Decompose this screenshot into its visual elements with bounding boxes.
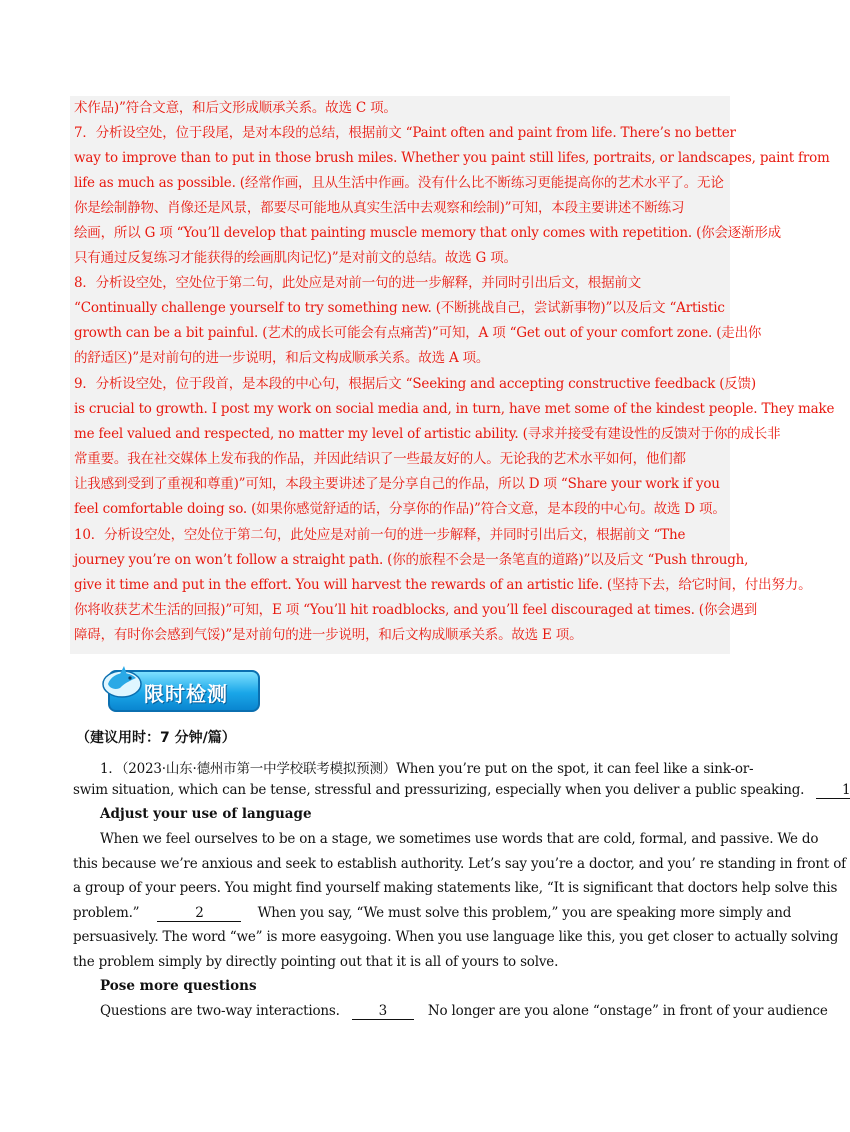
paragraph-1-line4-start: problem.”: [73, 905, 140, 921]
answer-line: 障碍，有时你会感到气馁)”是对前句的进一步说明，和后文构成顺承关系。故选 E 项。: [74, 627, 583, 643]
answer-line: 让我感到受到了重视和尊重)”可知，本段主要讲述了是分享自己的作品，所以 D 项 “Share your work if you: [74, 476, 720, 492]
section-heading-2: Pose more questions: [100, 978, 257, 994]
answer-line: 的舒适区)”是对前句的进一步说明，和后文构成顺承关系。故选 A 项。: [74, 350, 490, 366]
question-1-text: swim situation, which can be tense, stressful and pressurizing, especially when you deliver a public speaking.: [73, 782, 805, 798]
paragraph-1-line4: [73, 905, 791, 922]
answer-line: journey you’re on won’t follow a straight path. (你的旅程不会是一条笔直的道路)”以及后文 “Push through,: [74, 552, 749, 568]
answer-line: 10．分析设空处，空处位于第二句，此处应是对前一句的进一步解释，并同时引出后文，根据前文 “The: [74, 527, 686, 543]
blank-2: 2: [157, 906, 241, 922]
paragraph-1-line4-end: When you say, “We must solve this problem,” you are speaking more simply and: [257, 905, 792, 921]
paragraph-1-line3: a group of your peers. You might find yourself making statements like, “It is significant that doctors help solve this: [73, 880, 838, 896]
answer-line: life as much as possible. (经常作画，且从生活中作画。没有什么比不断练习更能提高你的艺术水平了。无论: [74, 175, 724, 191]
question-1-intro: 1．（2023·山东·德州市第一中学校联考模拟预测）When you’re put on the spot, it can feel like a sink-or-: [100, 761, 754, 777]
answer-line: way to improve than to put in those brush miles. Whether you paint still lifes, portraits, or landscapes, paint from: [74, 150, 830, 166]
paragraph-1-line5: persuasively. The word “we” is more easygoing. When you use language like this, you get closer to actually solving: [73, 929, 839, 945]
answer-line: 绘画，所以 G 项 “You’ll develop that painting muscle memory that only comes with repetition. (你会逐渐形成: [74, 225, 781, 241]
paragraph-1-line6: the problem simply by directly pointing out that it is all of yours to solve.: [73, 954, 559, 970]
answer-line: 9．分析设空处，位于段首，是本段的中心句，根据后文 “Seeking and accepting constructive feedback (反馈): [74, 376, 756, 392]
badge-label: 限时检测: [144, 682, 228, 706]
answer-line: 术作品)”符合文意，和后文形成顺承关系。故选 C 项。: [74, 100, 397, 116]
paragraph-1-line2: this because we’re anxious and seek to establish authority. Let’s say you’re a doctor, and you’ re standing in front of: [73, 856, 846, 872]
paragraph-2-line1-start: Questions are two-way interactions.: [100, 1003, 340, 1019]
time-hint: （建议用时：7 分钟/篇）: [76, 730, 236, 746]
paragraph-1-line1: When we feel ourselves to be on a stage, we sometimes use words that are cold, formal, and passive. We do: [100, 831, 819, 847]
answer-line: 你将收获艺术生活的回报)”可知，E 项 “You’ll hit roadblocks, and you’ll feel discouraged at times. (你会遇到: [74, 602, 758, 618]
paragraph-2-line1-end: No longer are you alone “onstage” in front of your audience: [427, 1003, 828, 1019]
blank-1: 1: [816, 783, 850, 799]
section-heading-1: Adjust your use of language: [100, 806, 312, 822]
answer-line: 只有通过反复练习才能获得的绘画肌肉记忆)”是对前文的总结。故选 G 项。: [74, 250, 517, 266]
answer-line: “Continually challenge yourself to try something new. (不断挑战自己，尝试新事物)”以及后文 “Artistic: [74, 300, 725, 316]
answer-line: me feel valued and respected, no matter my level of artistic ability. (寻求并接受有建设性的反馈对于你的成长非: [74, 426, 781, 442]
answer-line: 7．分析设空处，位于段尾，是对本段的总结，根据前文 “Paint often and paint from life. There’s no better: [74, 125, 736, 141]
blank-3: 3: [352, 1004, 414, 1020]
dolphin-icon: [100, 662, 144, 700]
answer-line: is crucial to growth. I post my work on social media and, in turn, have met some of the kindest people. They make: [74, 401, 835, 417]
answer-line: feel comfortable doing so. (如果你感觉舒适的话，分享你的作品)”符合文意，是本段的中心句。故选 D 项。: [74, 501, 726, 517]
paragraph-2-line1: [100, 1003, 828, 1020]
section-badge: [100, 666, 264, 718]
answer-line: 常重要。我在社交媒体上发布我的作品，并因此结识了一些最友好的人。无论我的艺术水平如何，他们都: [74, 451, 686, 467]
answer-line: growth can be a bit painful. (艺术的成长可能会有点痛苦)”可知，A 项 “Get out of your comfort zone. (走出你: [74, 325, 762, 341]
answer-line: give it time and put in the effort. You will harvest the rewards of an artistic life. (坚持下去，给它时间，付出努力。: [74, 577, 812, 593]
answer-line: 你是绘制静物、肖像还是风景，都要尽可能地从真实生活中去观察和绘制)”可知，本段主要讲述不断练习: [74, 200, 685, 216]
answer-line: 8．分析设空处，空处位于第二句，此处应是对前一句的进一步解释，并同时引出后文，根据前文: [74, 275, 641, 291]
question-1-line2: [73, 782, 850, 799]
